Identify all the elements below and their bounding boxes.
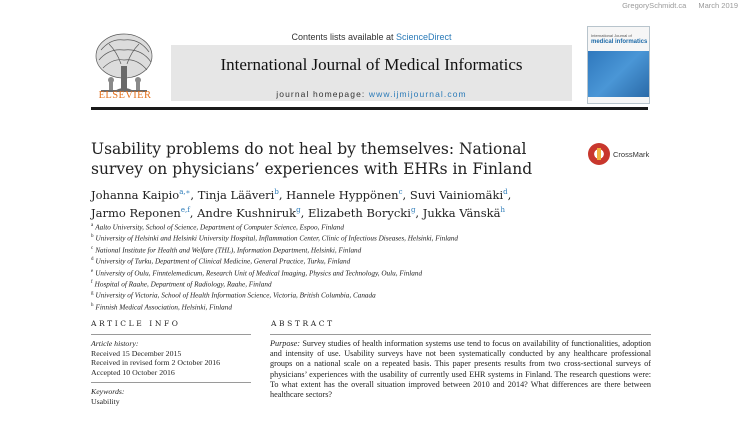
author-sep: ,: [402, 187, 410, 202]
affiliation-item: [91, 232, 651, 243]
journal-cover-image: [587, 26, 650, 104]
affiliation-item: [91, 255, 651, 266]
affiliation-item: [91, 267, 651, 278]
history-label: Article history:: [91, 339, 139, 348]
watermark-site: GregorySchmidt.ca: [622, 1, 687, 10]
author-affil-sup[interactable]: g: [410, 205, 416, 214]
watermark: [612, 1, 738, 10]
affiliation-text: National Institute for Health and Welfare (THL), Information Department, Helsinki, Finland: [95, 246, 362, 255]
author-affil-sup[interactable]: d: [503, 188, 508, 196]
affiliation-text: University of Oulu, Finntelemedicum, Research Unit of Medical Imaging, Physics and Technology, Oulu, Finland: [95, 268, 423, 277]
sciencedirect-link[interactable]: ScienceDirect: [396, 32, 452, 42]
affiliation-item: [91, 301, 651, 312]
author-affil-sup[interactable]: e,f: [180, 205, 190, 214]
elsevier-wordmark: ELSEVIER: [98, 90, 152, 101]
author-name[interactable]: Johanna Kaipio: [91, 187, 180, 202]
affiliation-text: Aalto University, School of Science, Department of Computer Science, Espoo, Finland: [95, 223, 344, 232]
author-affil-sup[interactable]: b: [274, 188, 279, 196]
contents-prefix: Contents lists available at: [291, 32, 397, 42]
affiliation-key: d: [91, 257, 94, 263]
author-sep: ,: [190, 187, 198, 202]
author-name[interactable]: Jarmo Reponen: [91, 205, 181, 220]
affiliation-list: [91, 221, 651, 312]
author-sep: ,: [415, 205, 423, 220]
cover-small-text: International Journal of: [591, 33, 632, 38]
author-name[interactable]: Hannele Hyppönen: [286, 187, 399, 202]
affiliation-key: b: [91, 234, 94, 240]
homepage-prefix: journal homepage:: [276, 89, 369, 99]
author-name[interactable]: Andre Kushniruk: [197, 205, 297, 220]
author-name[interactable]: Elizabeth Borycki: [307, 205, 411, 220]
journal-homepage-link[interactable]: www.ijmijournal.com: [368, 89, 467, 99]
affiliation-key: f: [91, 279, 93, 285]
author-affil-sup[interactable]: g: [296, 205, 301, 214]
article-info-heading: ARTICLE INFO: [91, 319, 181, 328]
watermark-date: March 2019: [698, 1, 738, 10]
affiliation-key: e: [91, 268, 94, 274]
author-name[interactable]: Suvi Vainiomäki: [409, 187, 504, 202]
contents-line: [171, 32, 572, 42]
article-info-rule: [91, 334, 251, 335]
affiliation-text: Finnish Medical Association, Helsinki, Finland: [95, 303, 232, 312]
affiliation-text: University of Victoria, School of Health Information Science, Victoria, British Columbia, Canada: [95, 291, 376, 300]
affiliation-item: [91, 221, 651, 232]
journal-title: International Journal of Medical Informatics: [220, 55, 523, 74]
article-info-panel: [91, 339, 251, 406]
author-affil-sup[interactable]: h: [500, 205, 505, 214]
affiliation-text: University of Helsinki and Helsinki University Hospital, Inflammation Center, Clinic of Infectious Diseases, Helsinki, Finland: [95, 234, 459, 243]
info-divider: [91, 382, 251, 383]
history-accepted: Accepted 10 October 2016: [91, 367, 175, 377]
affiliation-text: Hospital of Raahe, Department of Radiology, Raahe, Finland: [94, 280, 272, 289]
author-name[interactable]: Tinja Lääveri: [197, 187, 275, 202]
affiliation-text: University of Turku, Department of Clinical Medicine, General Practice, Turku, Finland: [95, 257, 351, 266]
author-sep: ,: [507, 187, 512, 202]
crossmark-badge[interactable]: [588, 143, 653, 167]
author-affil-sup[interactable]: a,∗: [179, 188, 191, 196]
author-name[interactable]: Jukka Vänskä: [422, 205, 501, 220]
author-sep: ,: [189, 205, 198, 220]
purpose-text: Survey studies of health information systems use tend to focus on availability of functionalities, adoption and intensity of use. Usability surveys have not been systematically conducted by any healthcare professional groups on a national scale on a repeated basis. This paper presents results from two cross-sectional surveys of physicians’ experiences with the usability of currently used EHR systems in Finland. The research questions were: To what extent has the overall situation improved between 2010 and 2014? What differences are there between healthcare sectors?: [270, 339, 651, 400]
affiliation-key: g: [91, 291, 94, 297]
author-sep: ,: [300, 205, 308, 220]
paper-title: Usability problems do not heal by themselves: National survey on physicians’ experiences with EHRs in Finland: [91, 140, 533, 178]
abstract-body: [270, 339, 651, 400]
journal-homepage-line: [171, 89, 572, 99]
keyword-item: Usability: [91, 396, 120, 406]
purpose-label: Purpose:: [270, 339, 301, 348]
affiliation-item: [91, 278, 651, 289]
abstract-heading: ABSTRACT: [271, 319, 335, 328]
cover-title: medical informatics: [591, 39, 648, 45]
crossmark-icon-bar: [597, 148, 601, 160]
abstract-rule: [270, 334, 651, 335]
crossmark-label: CrossMark: [613, 150, 650, 159]
author-affil-sup[interactable]: c: [398, 188, 403, 196]
affiliation-item: [91, 289, 651, 300]
cover-graphic: [588, 51, 649, 97]
keywords-label: Keywords:: [91, 387, 125, 396]
affiliation-key: c: [91, 245, 94, 251]
history-received: Received 15 December 2015: [91, 348, 182, 358]
journal-banner: [171, 45, 572, 101]
affiliation-item: [91, 244, 651, 255]
affiliation-key: a: [91, 223, 94, 228]
author-list: [91, 185, 611, 221]
author-sep: ,: [278, 187, 287, 202]
affiliation-key: h: [91, 302, 94, 308]
history-revised: Received in revised form 2 October 2016: [91, 358, 221, 367]
header-rule: [91, 107, 648, 110]
